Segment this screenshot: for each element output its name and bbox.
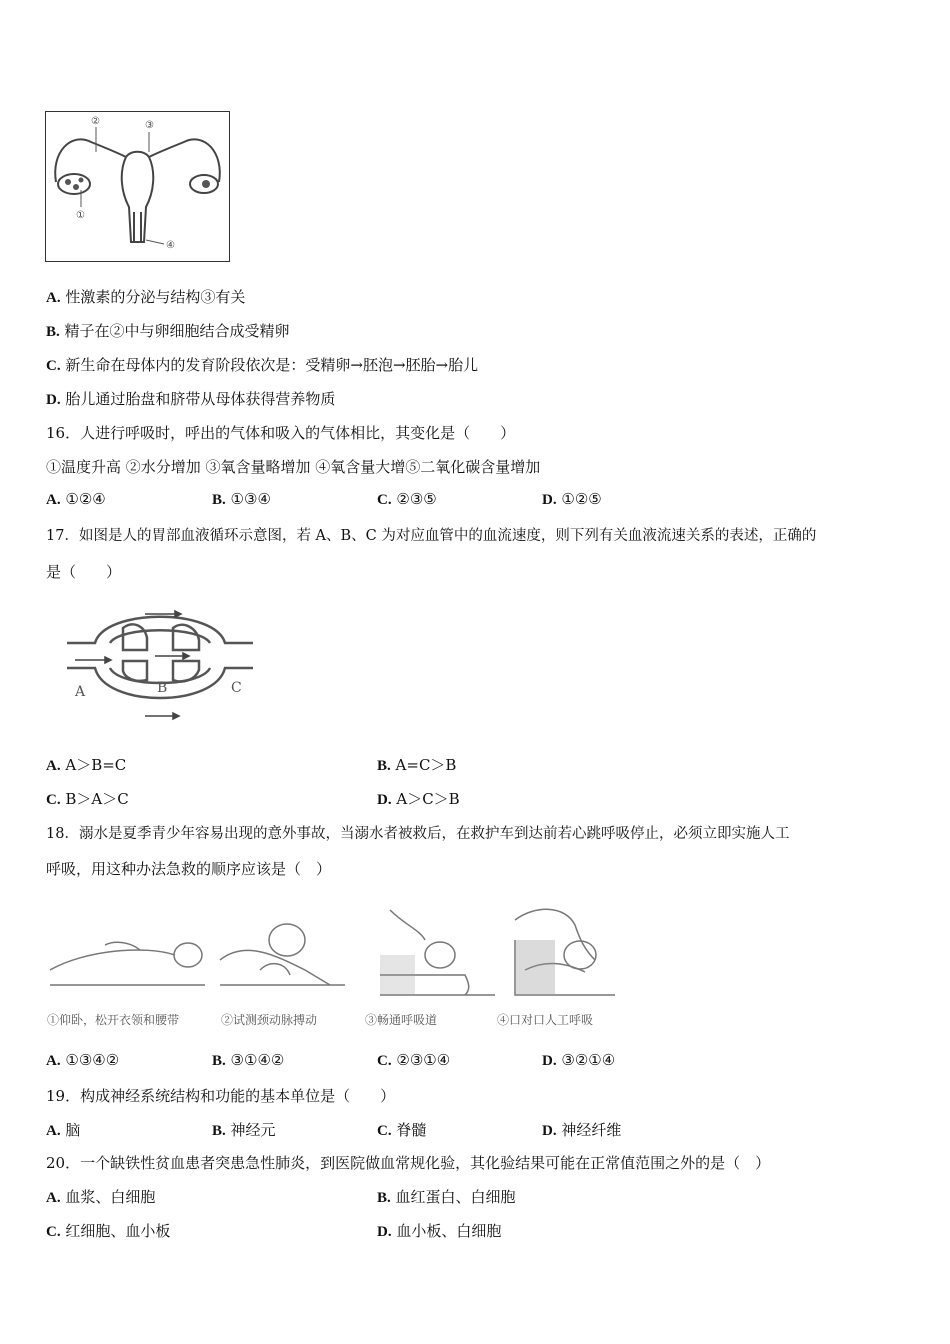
q17-option-a: A. A＞B=C [46, 756, 127, 774]
uterus-diagram [46, 112, 229, 261]
q16-option-c: C. ②③⑤ [377, 490, 437, 508]
q15-option-d: D. 胎儿通过胎盘和脐带从母体获得营养物质 [46, 390, 336, 408]
caption-1: ①仰卧，松开衣领和腰带 [47, 1013, 180, 1027]
label-4: ④ [166, 240, 175, 251]
q19-option-a: A. 脑 [46, 1121, 81, 1139]
q19-stem: 19．构成神经系统结构和功能的基本单位是（ ） [46, 1087, 396, 1105]
stomach-circulation-diagram [65, 598, 255, 728]
q18-option-b: B. ③①④② [212, 1051, 285, 1069]
q20-option-a: A. 血浆、白细胞 [46, 1188, 156, 1206]
q16-items: ①温度升高 ②水分增加 ③氧含量略增加 ④氧含量大增⑤二氧化碳含量增加 [46, 458, 541, 476]
q15-option-b: B. 精子在②中与卵细胞结合成受精卵 [46, 322, 290, 340]
q19-option-d: D. 神经纤维 [542, 1121, 622, 1139]
q18-option-c: C. ②③①④ [377, 1051, 451, 1069]
q15-option-c: C. 新生命在母体内的发育阶段依次是：受精卵→胚泡→胚胎→胎儿 [46, 356, 479, 374]
first-aid-figure [45, 900, 620, 1035]
q15-option-a: A. 性激素的分泌与结构③有关 [46, 288, 246, 306]
q16-option-b: B. ①③④ [212, 490, 271, 508]
caption-4: ④口对口人工呼吸 [497, 1013, 594, 1027]
blood-circulation-figure [65, 598, 255, 728]
q17-option-c: C. B＞A＞C [46, 790, 129, 808]
reproductive-system-figure [45, 111, 230, 262]
q17-option-b: B. A=C＞B [377, 756, 457, 774]
q20-option-b: B. 血红蛋白、白细胞 [377, 1188, 516, 1206]
label-3: ③ [145, 120, 154, 131]
label-a: A [75, 684, 86, 700]
q20-option-d: D. 血小板、白细胞 [377, 1222, 502, 1240]
q18-option-a: A. ①③④② [46, 1051, 120, 1069]
q19-option-b: B. 神经元 [212, 1121, 276, 1139]
label-1: ① [76, 210, 85, 221]
q16-option-a: A. ①②④ [46, 490, 106, 508]
label-2: ② [91, 116, 100, 127]
first-aid-illustrations [45, 900, 620, 1010]
caption-2: ②试测颈动脉搏动 [221, 1013, 318, 1027]
label-b: B [157, 680, 168, 696]
q16-stem: 16．人进行呼吸时，呼出的气体和吸入的气体相比，其变化是（ ） [46, 424, 516, 442]
q18-stem-line1: 18．溺水是夏季青少年容易出现的意外事故，当溺水者被救后，在救护车到达前若心跳呼吸停止，必须立即实施人工 [46, 826, 790, 842]
q18-stem-line2: 呼吸，用这种办法急救的顺序应该是（ ） [46, 860, 332, 878]
q17-stem-line2: 是（ ） [46, 563, 122, 581]
q17-stem-line1: 17．如图是人的胃部血液循环示意图，若 A、B、C 为对应血管中的血流速度，则下列有关血液流速关系的表述，正确的 [46, 528, 817, 544]
q16-option-d: D. ①②⑤ [542, 490, 602, 508]
q19-option-c: C. 脊髓 [377, 1121, 427, 1139]
q20-option-c: C. 红细胞、血小板 [46, 1222, 171, 1240]
q20-stem: 20．一个缺铁性贫血患者突患急性肺炎，到医院做血常规化验，其化验结果可能在正常值范围之外的是（ ） [46, 1154, 771, 1172]
q18-option-d: D. ③②①④ [542, 1051, 616, 1069]
q17-option-d: D. A＞C＞B [377, 790, 460, 808]
label-c: C [231, 680, 242, 696]
caption-3: ③畅通呼吸道 [365, 1013, 438, 1027]
